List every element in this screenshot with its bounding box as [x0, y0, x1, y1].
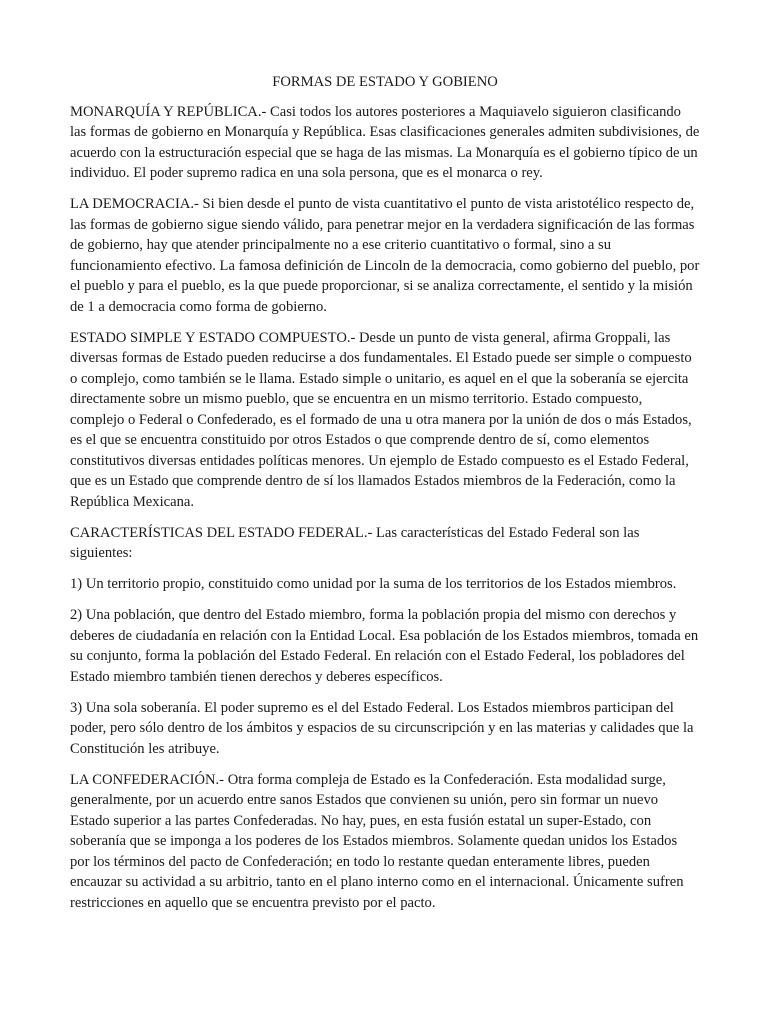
- list-item-poblacion: 2) Una población, que dentro del Estado miembro, forma la población propia del mismo con derechos y deberes de ciudadanía en relación con la Entidad Local. Esa población de los Estados miembros, tomada en su conjunto, forma la población del Estado Federal. En relación con el Estado Federal, los pobladores del Estado miembro también tienen derechos y deberes específicos.: [70, 607, 699, 685]
- document-page: [70, 72, 700, 924]
- paragraph-caracteristicas-federal: CARACTERÍSTICAS DEL ESTADO FEDERAL.- Las características del Estado Federal son las siguientes:: [70, 524, 640, 561]
- document-title: FORMAS DE ESTADO Y GOBIENO: [272, 74, 498, 90]
- paragraph-democracia: LA DEMOCRACIA.- Si bien desde el punto de vista cuantitativo el punto de vista aristotélico respecto de, las formas de gobierno sigue siendo válido, para penetrar mejor en la verdadera significación de las formas de gobierno, hay que atender principalmente no a ese criterio cuantitativo o formal, sino a su funcionamiento efectivo. La famosa definición de Lincoln de la democracia, como gobierno del pueblo, por el pueblo y para el pueblo, es la que puede proporcionar, si se analiza correctamente, el sentido y la misión de 1 a democracia como forma de gobierno.: [70, 196, 700, 315]
- list-item-territorio: 1) Un territorio propio, constituido como unidad por la suma de los territorios de los Estados miembros.: [70, 576, 677, 592]
- paragraph-monarquia-republica: MONARQUÍA Y REPÚBLICA.- Casi todos los autores posteriores a Maquiavelo siguieron clasificando las formas de gobierno en Monarquía y República. Esas clasificaciones generales admiten subdivisiones, de acuerdo con la estructuración especial que se haga de las mismas. La Monarquía es el gobierno típico de un individuo. El poder supremo radica en una sola persona, que es el monarca o rey.: [70, 103, 700, 181]
- paragraph-estado-simple-compuesto: ESTADO SIMPLE Y ESTADO COMPUESTO.- Desde un punto de vista general, afirma Groppali, las diversas formas de Estado pueden reducirse a dos fundamentales. El Estado puede ser simple o compuesto o complejo, como también se le llama. Estado simple o unitario, es aquel en el que la soberanía se ejercita directamente sobre un mismo pueblo, que se encuentra en un mismo territorio. Estado compuesto, complejo o Federal o Confederado, es el formado de una u otra manera por la unión de dos o más Estados, es el que se encuentra constituido por otros Estados o que comprende dentro de sí, como elementos constitutivos diversas entidades políticas menores. Un ejemplo de Estado compuesto es el Estado Federal, que es un Estado que comprende dentro de sí los llamados Estados miembros de la Federación, como la República Mexicana.: [70, 329, 692, 510]
- list-item-soberania: 3) Una sola soberanía. El poder supremo es el del Estado Federal. Los Estados miembros participan del poder, pero sólo dentro de los ámbitos y espacios de su circunscripción y en las materias y calidades que la Constitución les atribuye.: [70, 699, 694, 757]
- paragraph-confederacion: LA CONFEDERACIÓN.- Otra forma compleja de Estado es la Confederación. Esta modalidad surge, generalmente, por un acuerdo entre sanos Estados que convienen su unión, pero sin formar un nuevo Estado superior a las partes Confederadas. No hay, pues, en esta fusión estatal un super-Estado, con soberanía que se imponga a los poderes de los Estados miembros. Solamente quedan unidos los Estados por los términos del pacto de Confederación; en todo lo restante quedan enteramente libres, pueden encauzar su actividad a su arbitrio, tanto en el plano interno como en el internacional. Únicamente sufren restricciones en aquello que se encuentra previsto por el pacto.: [70, 771, 684, 911]
